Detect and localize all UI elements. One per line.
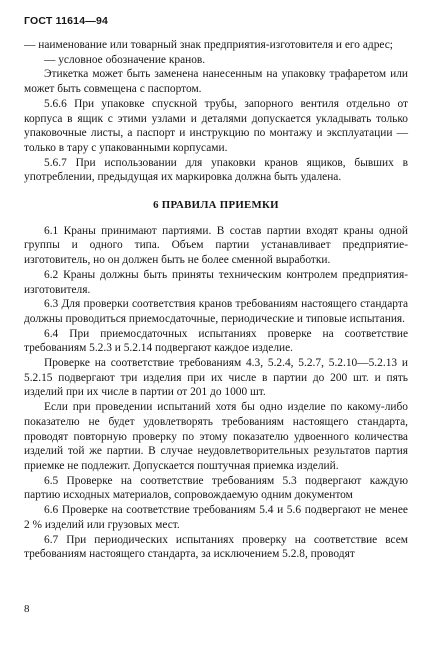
paragraph-6-4-retest: Если при проведении испытаний хотя бы одно изделие по какому-либо показателю не будет удовлетворять требованиям настоящего стандарта, проводят повторную проверку по этому показателю удвоенного количества изделий той же партии. В случае неудовлетворительных результатов партия приемке не подлежит. Допускается поштучная приемка изделий. [24,401,408,472]
document-body [24,38,408,562]
paragraph-5-6-6: 5.6.6 При упаковке спускной трубы, запорного вентиля отдельно от корпуса в ящик с этими узлами и деталями допускается укладывать только упаковочные листы, а паспорт и инструкцию по монтажу и эксплуатации — только в тару с упакованными корпусами. [24,97,408,154]
paragraph-crane-designation: — условное обозначение кранов. [44,53,206,66]
paragraph-6-3: 6.3 Для проверки соответствия кранов требованиям настоящего стандарта должны проводиться приемосдаточные, периодические и типовые испытания. [24,298,408,325]
section-title-acceptance-rules: 6 ПРАВИЛА ПРИЕМКИ [153,199,279,212]
paragraph-manufacturer-name: — наименование или товарный знак предприятия-изготовителя и его адрес; [24,39,393,51]
standard-code-header: ГОСТ 11614—94 [24,15,109,27]
paragraph-6-4: 6.4 При приемосдаточных испытаниях проверке на соответствие требованиям 5.2.3 и 5.2.14 подвергают каждое изделие. [24,327,408,355]
paragraph-6-7: 6.7 При периодических испытаниях проверку на соответствие всем требованиям настоящего стандарта, за исключением 5.2.8, проводят [24,533,408,561]
paragraph-5-6-7: 5.6.7 При использовании для упаковки кранов ящиков, бывших в употреблении, предыдущая их маркировка должна быть удалена. [24,156,408,184]
paragraph-6-4-sampling: Проверке на соответствие требованиям 4.3, 5.2.4, 5.2.7, 5.2.10—5.2.13 и 5.2.15 подвергают три изделия при их числе в партии до 200 шт. и пять изделий при их числе в партии от 201 до 1000 шт. [24,357,408,399]
paragraph-label-replacement: Этикетка может быть заменена нанесенным на упаковку трафаретом или может быть совмещена с паспортом. [24,68,408,96]
page-number: 8 [24,603,30,615]
paragraph-6-6: 6.6 Проверке на соответствие требованиям 5.4 и 5.6 подвергают не менее 2 % изделий или грузовых мест. [24,504,408,531]
paragraph-6-5: 6.5 Проверке на соответствие требованиям 5.3 подвергают каждую партию исходных материалов, сопровождаемую одним документом [24,474,408,502]
paragraph-6-1: 6.1 Краны принимают партиями. В состав партии входят краны одной группы и одного типа. Объем партии устанавливает предприятие-изготовитель, но он должен быть не более сменной выработки. [24,224,408,267]
paragraph-6-2: 6.2 Краны должны быть приняты техническим контролем предприятия-изготовителя. [24,268,408,296]
